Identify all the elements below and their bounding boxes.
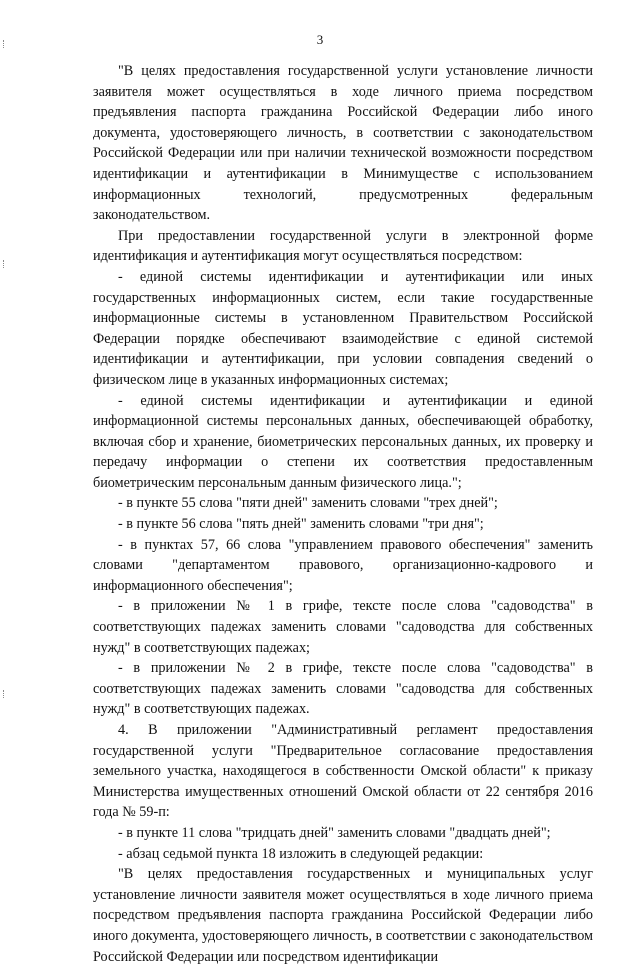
- paragraph: - в приложении № 2 в грифе, тексте после слова "садоводства" в соответствующих падежах заменить словами "садоводства для собственных нужд" в соответствующих падежах.: [93, 660, 593, 718]
- paragraph: При предоставлении государственной услуги в электронной форме идентификация и аутентификация могут осуществляться посредством:: [93, 227, 593, 265]
- document-body: [93, 61, 593, 967]
- paragraph: 4. В приложении "Административный регламент предоставления государственной услуги "Предварительное согласование предоставления земельного участка, находящегося в собственности Омской области" к приказу Министерства имущественных отношений Омской области от 22 сентября 2016 года № 59-п:: [93, 722, 593, 821]
- margin-mark: [3, 40, 6, 48]
- margin-mark: [3, 690, 6, 698]
- paragraph: - в пункте 55 слова "пяти дней" заменить словами "трех дней";: [118, 495, 498, 512]
- paragraph: - абзац седьмой пункта 18 изложить в следующей редакции:: [118, 845, 484, 862]
- paragraph: - в пункте 56 слова "пять дней" заменить словами "три дня";: [118, 516, 484, 533]
- paragraph: "В целях предоставления государственной услуги установление личности заявителя может осуществляться в ходе личного приема посредством предъявления паспорта гражданина Российской Федерации либо иного документа, удостоверяющего личность, в соответствии с законодательством Российской Федерации или при наличии технической возможности посредством идентификации и аутентификации в Минимуществе с использованием информационных технологий, предусмотренных федеральным законодательством.: [93, 63, 593, 224]
- paragraph: - в пунктах 57, 66 слова "управлением правового обеспечения" заменить словами "департаментом правового, организационно-кадрового и информационного обеспечения";: [93, 536, 593, 594]
- margin-mark: [3, 260, 6, 268]
- paragraph: - единой системы идентификации и аутентификации или иных государственных информационных систем, если такие государственные информационные системы в установленном Правительством Российской Федерации порядке обеспечивают взаимодействие с единой системой идентификации и аутентификации, при условии совпадения сведений о физическом лице в указанных информационных системах;: [93, 268, 593, 388]
- paragraph: - в приложении № 1 в грифе, тексте после слова "садоводства" в соответствующих падежах заменить словами "садоводства для собственных нужд" в соответствующих падежах;: [93, 598, 593, 656]
- paragraph: "В целях предоставления государственных и муниципальных услуг установление личности заявителя может осуществляться в ходе личного приема посредством предъявления паспорта гражданина Российской Федерации либо иного документа, удостоверяющего личность, в соответствии с законодательством Российской Федерации или посредством идентификации: [93, 866, 593, 965]
- paragraph: - единой системы идентификации и аутентификации и единой информационной системы персональных данных, обеспечивающей обработку, включая сбор и хранение, биометрических персональных данных, их проверку и передачу информации о степени их соответствия предоставленным биометрическим персональным данным физического лица.";: [93, 392, 593, 491]
- page-number: 3: [316, 32, 324, 47]
- paragraph: - в пункте 11 слова "тридцать дней" заменить словами "двадцать дней";: [118, 824, 551, 841]
